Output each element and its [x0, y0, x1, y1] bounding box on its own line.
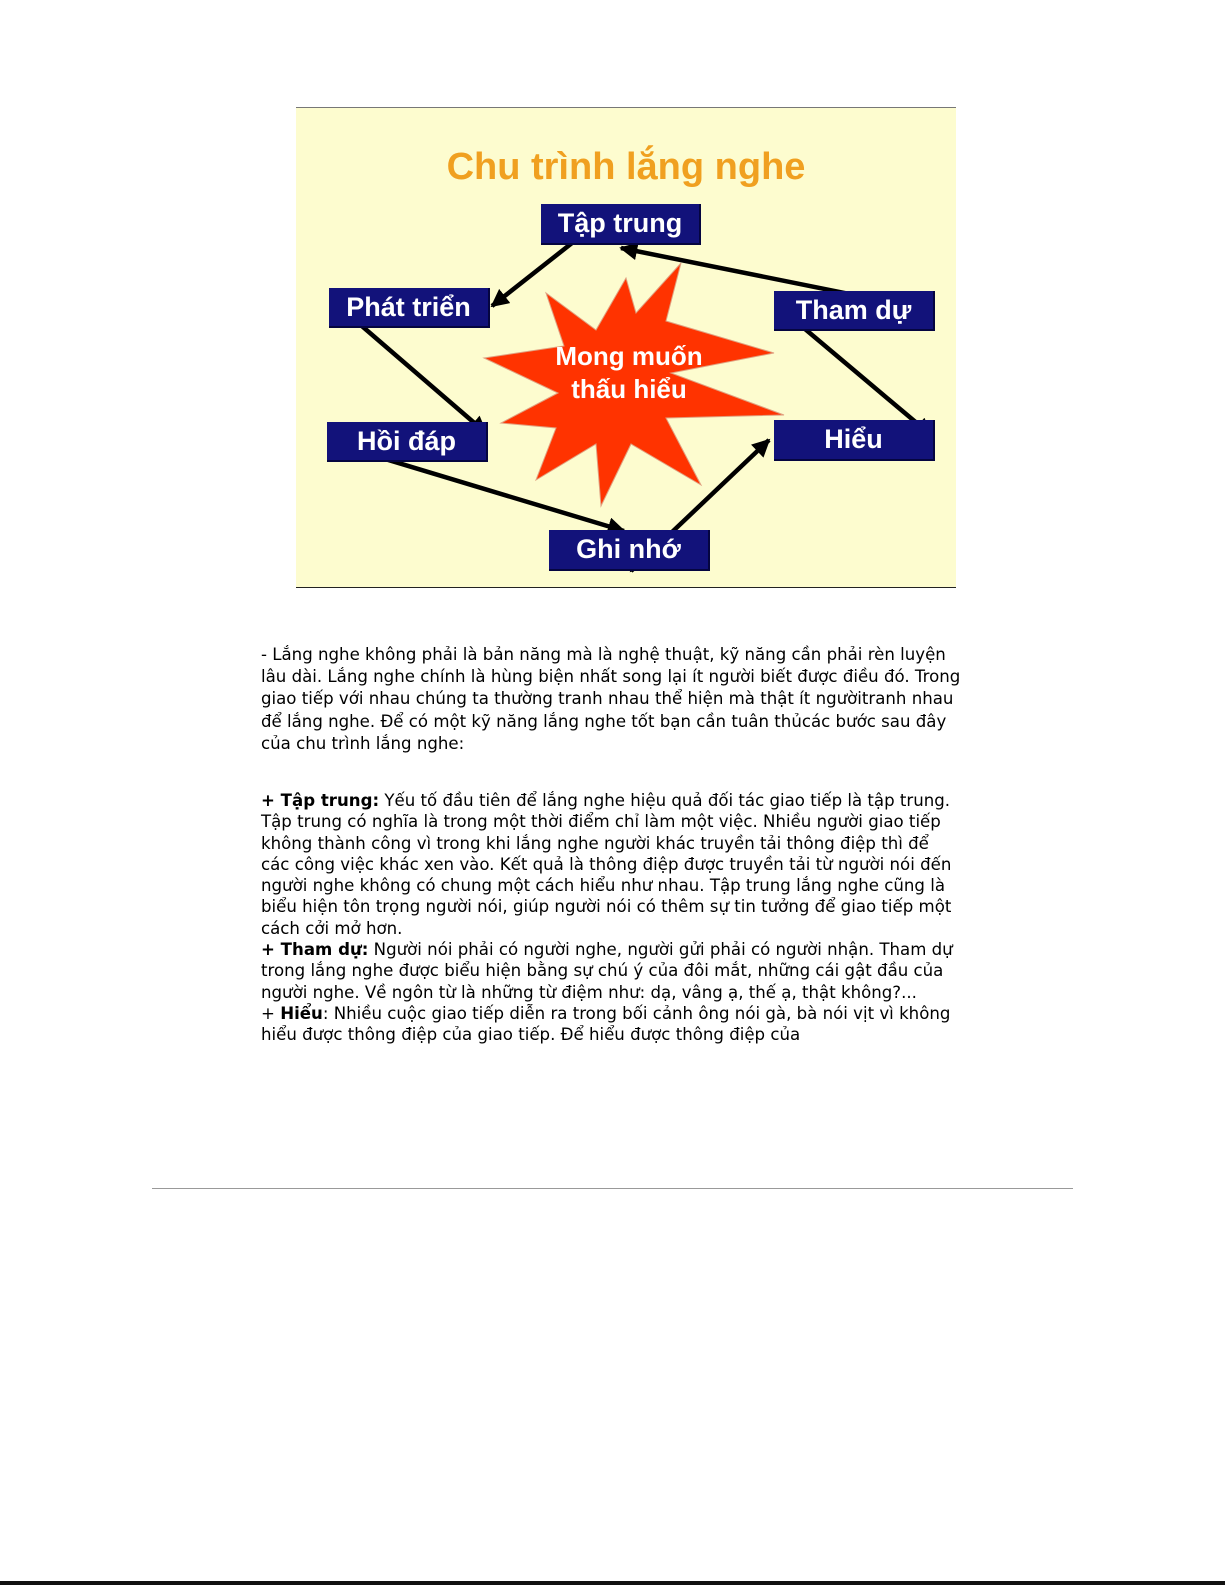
step-text: : Nhiều cuộc giao tiếp diễn ra trong bối cảnh ông nói gà, bà nói vịt vì không hiểu được thông điệp của giao tiếp. Để hiểu được thông điệp của [261, 1003, 951, 1045]
arrow-attend-to-understand [786, 313, 931, 435]
box-hoi-dap: Hồi đáp [327, 422, 488, 462]
step-text: Người nói phải có người nghe, người gửi phải có người nhận. Tham dự trong lắng nghe được biểu hiện bằng sự chú ý của đôi mắt, những cái gật đầu của người nghe. Về ngôn từ là những từ điệm như: dạ, vâng ạ, thế ạ, thật không?... [261, 940, 953, 1002]
page-divider [152, 1188, 1073, 1189]
page-bottom-edge [0, 1581, 1225, 1585]
box-tham-du: Tham dự [774, 291, 935, 331]
center-line-1: Mong muốn [555, 341, 703, 371]
step-label: Hiểu [280, 1003, 323, 1023]
step-hieu [261, 1003, 961, 1046]
box-ghi-nho: Ghi nhớ [549, 530, 710, 571]
step-label: + Tập trung: [261, 791, 380, 810]
intro-text: - Lắng nghe không phải là bản năng mà là nghệ thuật, kỹ năng cần phải rèn luyện lâu dài. Lắng nghe chính là hùng biện nhất song lại ít người biết được điều đó. Trong giao tiếp với nhau chúng ta thường tranh nhau thể hiện mà thật ít ngườitranh nhau để lắng nghe. Để có một kỹ năng lắng nghe tốt bạn cần tuân thủcác bước sau đây của chu trình lắng nghe: [261, 645, 961, 753]
intro-paragraph [261, 644, 961, 755]
steps-section [261, 790, 961, 1046]
box-tap-trung: Tập trung [541, 204, 701, 245]
step-label: + Tham dự: [261, 940, 369, 960]
step-tham-du [261, 939, 961, 1003]
box-hieu: Hiểu [774, 420, 935, 461]
center-label [524, 340, 734, 406]
step-tap-trung [261, 790, 961, 939]
step-text: Yếu tố đầu tiên để lắng nghe hiệu quả đối tác giao tiếp là tập trung. Tập trung có nghĩa là trong một thời điểm chỉ làm một việc. Nhiều người giao tiếp không thành công vì trong khi lắng nghe người khác truyền tải thông điệp thì để các công việc khác xen vào. Kết quả là thông điệp được truyền tải từ người nói đến người nghe không có chung một cách hiểu như nhau. Tập trung lắng nghe cũng là biểu hiện tôn trọng người nói, giúp người nói có thêm sự tin tưởng để giao tiếp một cách cởi mở hơn. [261, 791, 952, 938]
center-line-2: thấu hiểu [571, 374, 687, 404]
diagram-title: Chu trình lắng nghe [446, 146, 806, 188]
box-phat-trien: Phát triển [329, 288, 490, 328]
listening-cycle-diagram [296, 107, 956, 588]
step-prefix: + [261, 1003, 281, 1023]
